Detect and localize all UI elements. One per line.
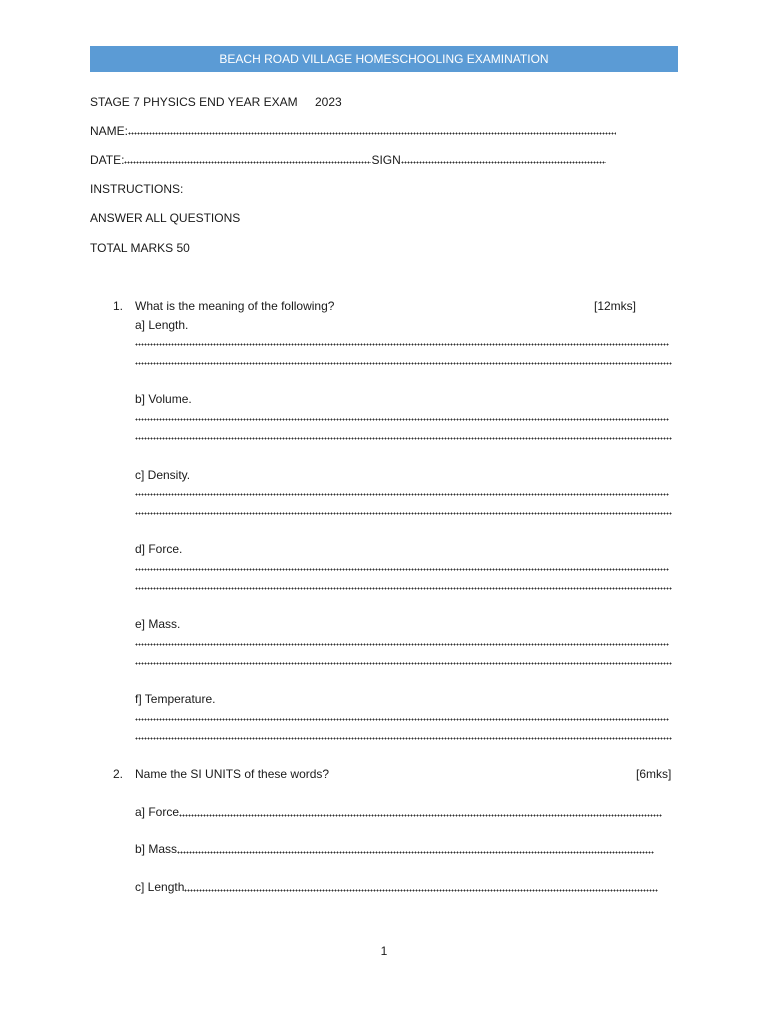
si-unit-answer [135,880,658,894]
answer-line [135,362,672,365]
question-number: 2. [113,767,124,781]
question-text: What is the meaning of the following? [135,299,335,313]
question-marks: [6mks] [636,767,672,781]
answer-line [135,418,669,421]
answer-line [135,343,669,346]
answer-line [135,737,672,740]
name-field [90,124,616,138]
total-marks: TOTAL MARKS 50 [90,241,190,255]
name-blank [128,132,616,135]
instructions-label: INSTRUCTIONS: [90,182,184,196]
part-label: c] Density. [135,468,191,482]
answer-line [135,662,672,665]
name-label: NAME: [90,124,129,138]
answer-line [135,493,669,496]
answer-blank [179,814,662,817]
question-number: 1. [113,299,124,313]
answer-all-instruction: ANSWER ALL QUESTIONS [90,211,241,225]
question-marks: [12mks] [594,299,637,313]
answer-line [135,587,672,590]
sign-blank [401,161,606,164]
part-label: e] Mass. [135,617,181,631]
page-number: 1 [380,944,388,958]
answer-line [135,512,672,515]
sign-label: SIGN [371,153,401,167]
part-label: b] Mass [135,842,178,856]
date-blank [124,161,371,164]
part-label: b] Volume. [135,392,192,406]
answer-blank [184,889,658,892]
exam-title-line [90,95,342,109]
part-label: c] Length [135,880,185,894]
date-label: DATE: [90,153,125,167]
exam-title: STAGE 7 PHYSICS END YEAR EXAM [90,95,298,109]
exam-year: 2023 [314,95,342,109]
part-label: f] Temperature. [135,692,216,706]
answer-line [135,718,669,721]
date-sign-field [90,153,606,167]
part-label: a] Force [135,805,180,819]
answer-line [135,568,669,571]
exam-banner [90,46,678,72]
question-text: Name the SI UNITS of these words? [135,767,330,781]
answer-line [135,437,672,440]
part-label: d] Force. [135,542,183,556]
answer-line [135,643,669,646]
banner-title: BEACH ROAD VILLAGE HOMESCHOOLING EXAMINATION [219,52,549,66]
si-unit-answer [135,805,662,819]
answer-blank [177,851,654,854]
si-unit-answer [135,842,654,856]
part-label: a] Length. [135,318,189,332]
